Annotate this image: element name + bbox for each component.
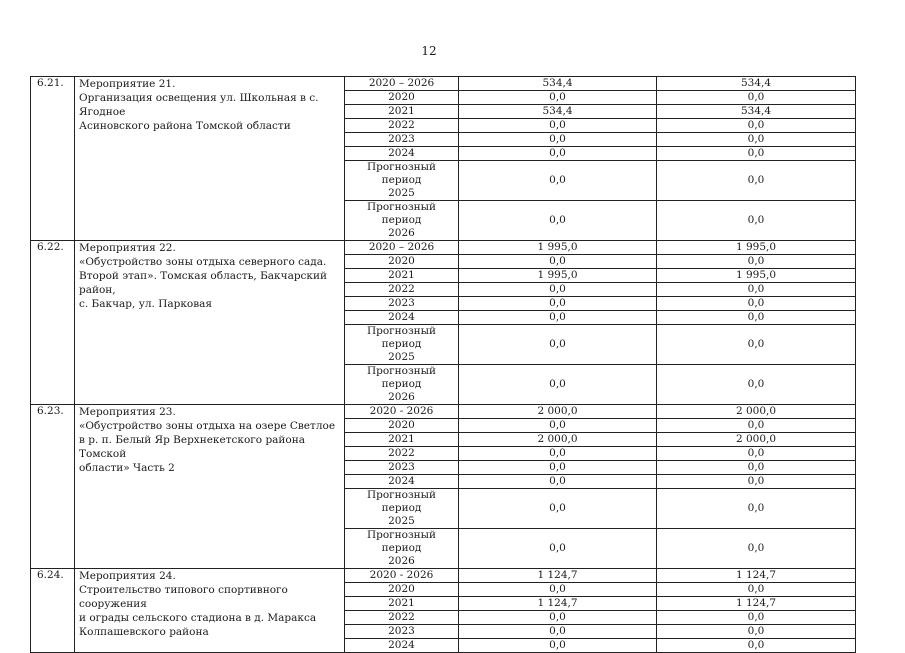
description-line: и ограды сельского стадиона в д. Маракса bbox=[79, 612, 317, 624]
period-cell bbox=[345, 405, 459, 419]
description-line: с. Бакчар, ул. Парковая bbox=[79, 298, 213, 310]
period-cell bbox=[345, 475, 459, 489]
value-source-cell: 0,0 bbox=[657, 161, 856, 201]
value-source-cell: 1 124,7 bbox=[657, 597, 856, 611]
period-text: 2020 - 2026 bbox=[369, 569, 434, 581]
period-text: 2021 bbox=[388, 597, 415, 609]
period-text: 2026 bbox=[388, 391, 415, 403]
value-total-cell: 0,0 bbox=[459, 419, 657, 433]
period-cell bbox=[345, 283, 459, 297]
period-text: Прогнозный период bbox=[366, 201, 437, 226]
period-text: 2025 bbox=[388, 187, 415, 199]
section-description bbox=[75, 405, 345, 569]
value-source-cell: 534,4 bbox=[657, 105, 856, 119]
period-text: 2024 bbox=[388, 311, 415, 323]
period-cell bbox=[345, 461, 459, 475]
period-cell bbox=[345, 269, 459, 283]
value-total-cell: 0,0 bbox=[459, 461, 657, 475]
value-total-cell: 0,0 bbox=[459, 147, 657, 161]
description-line: «Обустройство зоны отдыха на озере Светлое bbox=[79, 420, 336, 432]
period-text: 2020 – 2026 bbox=[368, 77, 435, 89]
page-number: 12 bbox=[421, 44, 437, 58]
value-source-cell: 0,0 bbox=[657, 91, 856, 105]
section-description bbox=[75, 241, 345, 405]
description-line: Колпашевского района bbox=[79, 626, 209, 638]
period-cell bbox=[345, 639, 459, 653]
value-source-cell: 534,4 bbox=[657, 77, 856, 91]
period-cell bbox=[345, 611, 459, 625]
value-source-cell: 0,0 bbox=[657, 475, 856, 489]
period-cell bbox=[345, 325, 459, 365]
period-text: 2020 – 2026 bbox=[368, 241, 435, 253]
period-cell bbox=[345, 91, 459, 105]
value-total-cell: 0,0 bbox=[459, 91, 657, 105]
value-total-cell: 0,0 bbox=[459, 583, 657, 597]
period-cell bbox=[345, 419, 459, 433]
value-source-cell: 0,0 bbox=[657, 625, 856, 639]
value-total-cell: 0,0 bbox=[459, 489, 657, 529]
funding-table-body bbox=[31, 77, 856, 653]
value-source-cell: 0,0 bbox=[657, 529, 856, 569]
table-row bbox=[31, 405, 856, 419]
section-number: 6.24. bbox=[31, 569, 75, 653]
period-cell bbox=[345, 105, 459, 119]
value-total-cell: 0,0 bbox=[459, 325, 657, 365]
table-row bbox=[31, 569, 856, 583]
period-cell bbox=[345, 365, 459, 405]
value-total-cell: 0,0 bbox=[459, 311, 657, 325]
description-line: Второй этап». Томская область, Бакчарский район, bbox=[79, 270, 327, 296]
period-cell bbox=[345, 489, 459, 529]
value-total-cell: 0,0 bbox=[459, 447, 657, 461]
section-number: 6.22. bbox=[31, 241, 75, 405]
period-text: Прогнозный период bbox=[366, 325, 437, 350]
period-cell bbox=[345, 77, 459, 91]
period-cell bbox=[345, 311, 459, 325]
period-text: 2022 bbox=[388, 283, 415, 295]
period-cell bbox=[345, 433, 459, 447]
value-total-cell: 0,0 bbox=[459, 201, 657, 241]
period-text: Прогнозный период bbox=[366, 529, 437, 554]
value-source-cell: 0,0 bbox=[657, 489, 856, 529]
value-source-cell: 2 000,0 bbox=[657, 405, 856, 419]
value-source-cell: 0,0 bbox=[657, 639, 856, 653]
value-total-cell: 0,0 bbox=[459, 297, 657, 311]
value-source-cell: 0,0 bbox=[657, 255, 856, 269]
table-row bbox=[31, 77, 856, 91]
period-text: 2026 bbox=[388, 555, 415, 567]
description-line: «Обустройство зоны отдыха северного сада. bbox=[79, 256, 327, 268]
period-text: Прогнозный период bbox=[366, 365, 437, 390]
period-cell bbox=[345, 133, 459, 147]
period-cell bbox=[345, 447, 459, 461]
period-cell bbox=[345, 255, 459, 269]
value-total-cell: 1 124,7 bbox=[459, 569, 657, 583]
value-total-cell: 534,4 bbox=[459, 77, 657, 91]
value-total-cell: 1 124,7 bbox=[459, 597, 657, 611]
table-row bbox=[31, 241, 856, 255]
period-text: 2023 bbox=[388, 297, 415, 309]
period-text: 2024 bbox=[388, 475, 415, 487]
value-total-cell: 1 995,0 bbox=[459, 269, 657, 283]
period-text: 2023 bbox=[388, 625, 415, 637]
period-text: 2021 bbox=[388, 269, 415, 281]
value-total-cell: 534,4 bbox=[459, 105, 657, 119]
section-number: 6.21. bbox=[31, 77, 75, 241]
period-text: 2023 bbox=[388, 133, 415, 145]
period-text: 2021 bbox=[388, 105, 415, 117]
period-text: 2020 bbox=[388, 91, 415, 103]
period-text: 2024 bbox=[388, 147, 415, 159]
description-line: области» Часть 2 bbox=[79, 462, 175, 474]
period-cell bbox=[345, 569, 459, 583]
value-source-cell: 0,0 bbox=[657, 419, 856, 433]
period-text: 2021 bbox=[388, 433, 415, 445]
value-source-cell: 0,0 bbox=[657, 147, 856, 161]
value-total-cell: 1 995,0 bbox=[459, 241, 657, 255]
value-total-cell: 0,0 bbox=[459, 611, 657, 625]
period-text: 2020 bbox=[388, 583, 415, 595]
description-line: Организация освещения ул. Школьная в с. Ягодное bbox=[79, 92, 319, 118]
value-source-cell: 1 995,0 bbox=[657, 269, 856, 283]
period-cell bbox=[345, 583, 459, 597]
value-source-cell: 0,0 bbox=[657, 297, 856, 311]
value-total-cell: 0,0 bbox=[459, 625, 657, 639]
period-cell bbox=[345, 597, 459, 611]
period-cell bbox=[345, 119, 459, 133]
value-total-cell: 0,0 bbox=[459, 119, 657, 133]
value-total-cell: 0,0 bbox=[459, 283, 657, 297]
value-source-cell: 0,0 bbox=[657, 311, 856, 325]
period-text: 2025 bbox=[388, 515, 415, 527]
value-total-cell: 0,0 bbox=[459, 255, 657, 269]
value-source-cell: 0,0 bbox=[657, 447, 856, 461]
value-total-cell: 0,0 bbox=[459, 475, 657, 489]
section-description bbox=[75, 77, 345, 241]
value-source-cell: 0,0 bbox=[657, 325, 856, 365]
section-number: 6.23. bbox=[31, 405, 75, 569]
period-cell bbox=[345, 201, 459, 241]
funding-table bbox=[30, 76, 856, 653]
period-text: 2022 bbox=[388, 447, 415, 459]
period-cell bbox=[345, 297, 459, 311]
period-text: 2020 - 2026 bbox=[369, 405, 434, 417]
value-source-cell: 0,0 bbox=[657, 611, 856, 625]
value-total-cell: 0,0 bbox=[459, 639, 657, 653]
value-source-cell: 1 124,7 bbox=[657, 569, 856, 583]
period-text: Прогнозный период bbox=[366, 161, 437, 186]
period-cell bbox=[345, 147, 459, 161]
period-cell bbox=[345, 161, 459, 201]
description-line: Мероприятия 23. bbox=[79, 406, 176, 418]
value-source-cell: 0,0 bbox=[657, 283, 856, 297]
value-total-cell: 2 000,0 bbox=[459, 433, 657, 447]
value-source-cell: 2 000,0 bbox=[657, 433, 856, 447]
description-line: Мероприятия 24. bbox=[79, 570, 176, 582]
value-total-cell: 2 000,0 bbox=[459, 405, 657, 419]
period-text: 2023 bbox=[388, 461, 415, 473]
value-source-cell: 0,0 bbox=[657, 201, 856, 241]
value-source-cell: 0,0 bbox=[657, 133, 856, 147]
value-total-cell: 0,0 bbox=[459, 161, 657, 201]
period-text: 2022 bbox=[388, 119, 415, 131]
description-line: Строительство типового спортивного сооружения bbox=[79, 584, 288, 610]
period-text: 2020 bbox=[388, 255, 415, 267]
period-text: 2024 bbox=[388, 639, 415, 651]
period-text: 2025 bbox=[388, 351, 415, 363]
value-total-cell: 0,0 bbox=[459, 365, 657, 405]
description-line: Асиновского района Томской области bbox=[79, 120, 291, 132]
value-source-cell: 0,0 bbox=[657, 583, 856, 597]
period-cell bbox=[345, 241, 459, 255]
period-text: 2020 bbox=[388, 419, 415, 431]
period-text: 2022 bbox=[388, 611, 415, 623]
period-text: 2026 bbox=[388, 227, 415, 239]
value-source-cell: 0,0 bbox=[657, 461, 856, 475]
period-text: Прогнозный период bbox=[366, 489, 437, 514]
description-line: Мероприятие 21. bbox=[79, 78, 176, 90]
value-source-cell: 0,0 bbox=[657, 119, 856, 133]
description-line: в р. п. Белый Яр Верхнекетского района Томской bbox=[79, 434, 306, 460]
period-cell bbox=[345, 625, 459, 639]
description-line: Мероприятия 22. bbox=[79, 242, 176, 254]
value-total-cell: 0,0 bbox=[459, 133, 657, 147]
value-total-cell: 0,0 bbox=[459, 529, 657, 569]
period-cell bbox=[345, 529, 459, 569]
value-source-cell: 1 995,0 bbox=[657, 241, 856, 255]
value-source-cell: 0,0 bbox=[657, 365, 856, 405]
